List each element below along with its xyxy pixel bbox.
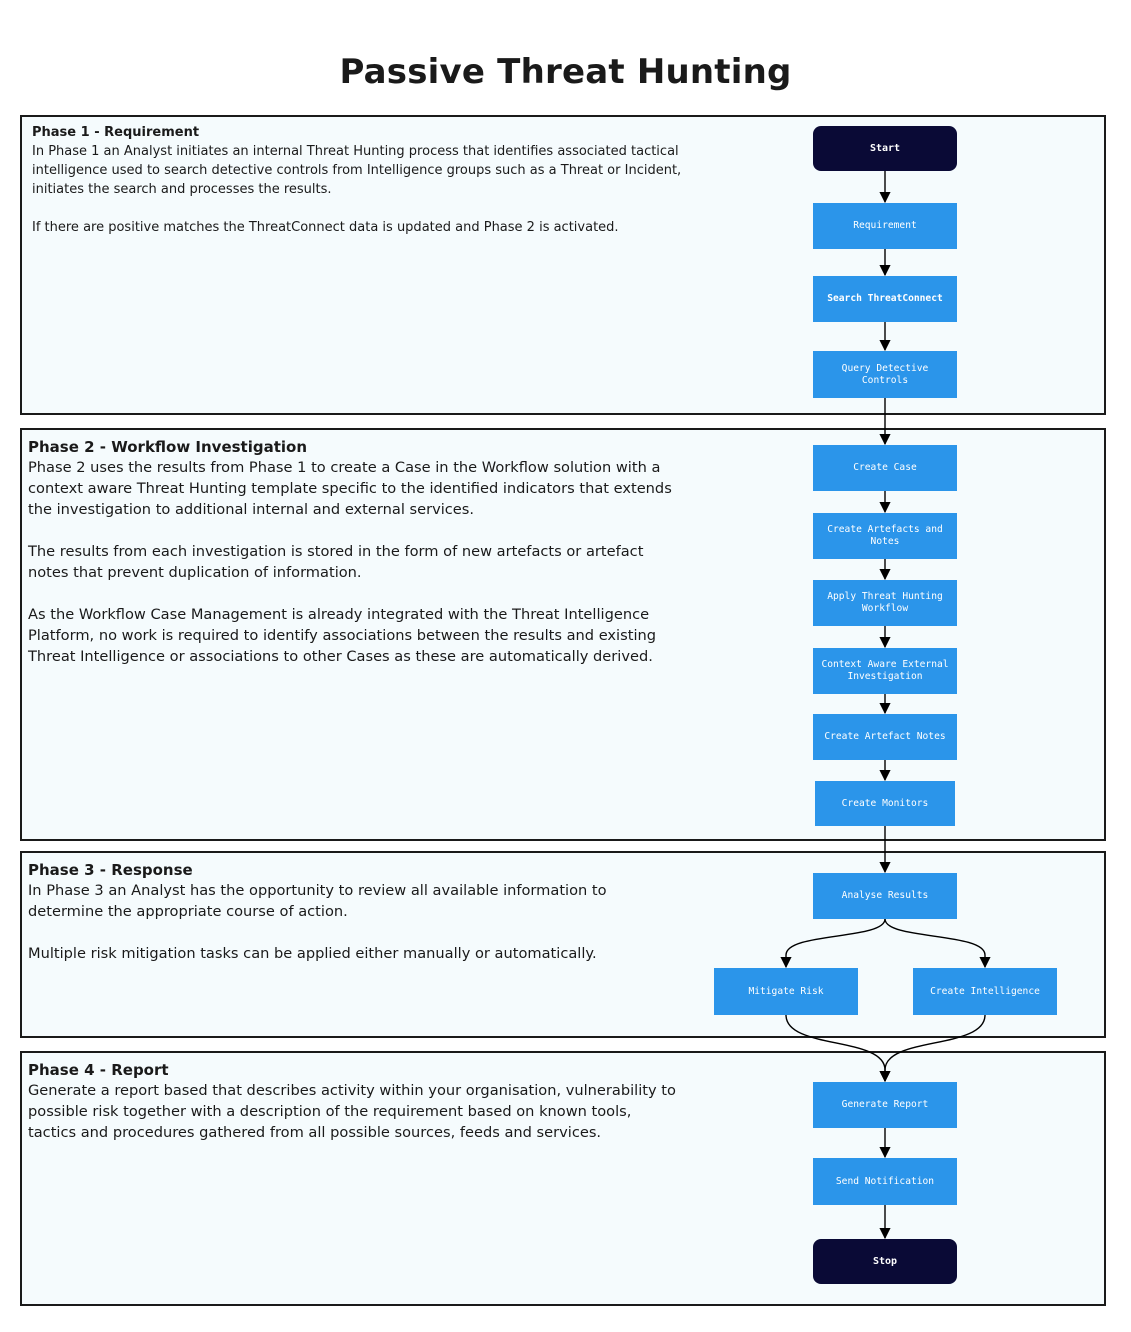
create-case-node: Create Case <box>813 445 957 491</box>
create-monitors-node: Create Monitors <box>815 781 955 826</box>
requirement-node: Requirement <box>813 203 957 249</box>
start-node: Start <box>813 126 957 171</box>
phase-2-heading: Phase 2 - Workflow Investigation <box>28 438 308 456</box>
arrow-intelligence-report <box>885 1015 985 1081</box>
context-investigation-node: Context Aware External Investigation <box>813 648 957 694</box>
arrow-analyse-mitigate <box>786 919 885 967</box>
query-detective-controls-node: Query Detective Controls <box>813 351 957 398</box>
phase-2-paragraph-1: Phase 2 uses the results from Phase 1 to create a Case in the Workflow solution with a context aware Threat Hunting template specific to the identified indicators that extends the investigation to additional internal and external services. <box>28 459 672 518</box>
phase-3-heading: Phase 3 - Response <box>28 861 193 879</box>
arrow-analyse-intelligence <box>885 919 985 967</box>
phase-2-paragraph-2: The results from each investigation is stored in the form of new artefacts or artefact notes that prevent duplication of information. <box>28 543 644 581</box>
phase-1-paragraph-1: In Phase 1 an Analyst initiates an internal Threat Hunting process that identifies associated tactical intelligence used to search detective controls from Intelligence groups such as a Threat or Incident, initiates the search and processes the results. <box>32 144 682 197</box>
apply-workflow-node: Apply Threat Hunting Workflow <box>813 580 957 626</box>
phase-3-paragraph-2: Multiple risk mitigation tasks can be applied either manually or automatically. <box>28 945 597 962</box>
analyse-results-node: Analyse Results <box>813 873 957 919</box>
phase-3-paragraph-1: In Phase 3 an Analyst has the opportunity to review all available information to determine the appropriate course of action. <box>28 882 607 920</box>
generate-report-node: Generate Report <box>813 1082 957 1128</box>
send-notification-node: Send Notification <box>813 1158 957 1205</box>
phase-1-heading: Phase 1 - Requirement <box>32 125 200 140</box>
phase-2-paragraph-3: As the Workflow Case Management is already integrated with the Threat Intelligence Platform, no work is required to identify associations between the results and existing Threat Intelligence or associations to other Cases as these are automatically derived. <box>28 606 657 665</box>
phase-1-paragraph-2: If there are positive matches the ThreatConnect data is updated and Phase 2 is activated. <box>32 220 619 235</box>
create-intelligence-node: Create Intelligence <box>913 968 1057 1015</box>
phase-4-heading: Phase 4 - Report <box>28 1061 169 1079</box>
create-artefact-notes-node: Create Artefact Notes <box>813 714 957 760</box>
page-title: Passive Threat Hunting <box>339 52 792 92</box>
search-threatconnect-node: Search ThreatConnect <box>813 276 957 322</box>
create-artefacts-node: Create Artefacts and Notes <box>813 513 957 559</box>
stop-node: Stop <box>813 1239 957 1284</box>
arrow-mitigate-report <box>786 1015 885 1081</box>
mitigate-risk-node: Mitigate Risk <box>714 968 858 1015</box>
phase-4-paragraph-1: Generate a report based that describes activity within your organisation, vulnerability to possible risk together with a description of the requirement based on known tools, tactics and procedures gathered from all possible sources, feeds and services. <box>28 1082 676 1141</box>
